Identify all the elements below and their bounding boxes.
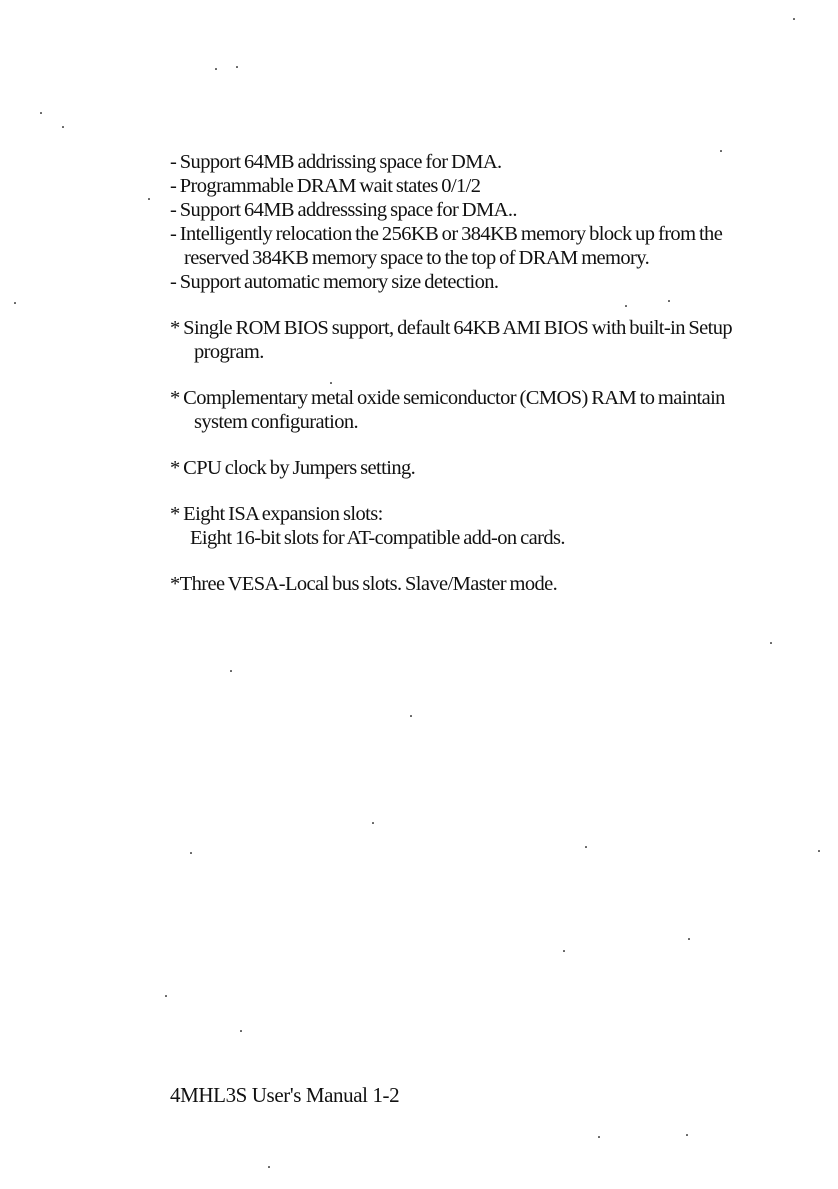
scan-speck [686, 1134, 688, 1136]
feature-line: *Three VESA-Local bus slots. Slave/Master mode. [170, 573, 558, 595]
scan-speck [14, 302, 16, 304]
scan-speck [190, 852, 192, 854]
scan-speck [330, 382, 332, 384]
feature-cpu-clock [170, 456, 810, 480]
feature-vesa-slots [170, 572, 810, 596]
scan-speck [688, 938, 690, 940]
scan-speck [770, 642, 772, 644]
dash-bullet-memory-relocation: - Intelligently relocation the 256KB or 384KB memory block up from the [170, 223, 723, 245]
feature-line: * Complementary metal oxide semiconductor (CMOS) RAM to maintain [170, 387, 725, 409]
scan-speck [585, 846, 587, 848]
dash-bullet-dma-addressing-2: - Support 64MB addresssing space for DMA.. [170, 199, 517, 221]
page-footer: 4MHL3S User's Manual 1-2 [170, 1083, 400, 1107]
dash-bullet-list [170, 150, 810, 294]
scan-speck [236, 66, 238, 68]
dash-bullet-memory-detection: - Support automatic memory size detection. [170, 271, 499, 293]
scan-speck [410, 715, 412, 717]
scan-speck [793, 18, 795, 20]
feature-line: * Single ROM BIOS support, default 64KB AMI BIOS with built-in Setup [170, 317, 733, 339]
scan-speck [62, 126, 64, 128]
scan-speck [372, 822, 374, 824]
dash-bullet-memory-relocation-cont: reserved 384KB memory space to the top of DRAM memory. [184, 247, 650, 269]
scan-speck [598, 1136, 600, 1138]
feature-line-cont: system configuration. [194, 411, 359, 433]
scan-speck [40, 112, 42, 114]
feature-rom-bios [170, 316, 810, 364]
scan-speck [148, 198, 150, 200]
scan-speck [625, 305, 627, 307]
scan-speck [230, 670, 232, 672]
dash-bullet-dma-addressing: - Support 64MB addrissing space for DMA. [170, 151, 502, 173]
dash-bullet-dram-wait-states: - Programmable DRAM wait states 0/1/2 [170, 175, 481, 197]
scan-speck [215, 68, 217, 70]
scan-speck [668, 300, 670, 302]
scan-speck [563, 950, 565, 952]
feature-isa-slots [170, 502, 810, 550]
scan-speck [240, 1030, 242, 1032]
scan-speck [818, 850, 820, 852]
page-body [170, 150, 810, 596]
feature-line-cont: Eight 16-bit slots for AT-compatible add-on cards. [190, 527, 565, 549]
scan-speck [720, 150, 722, 152]
feature-line: * CPU clock by Jumpers setting. [170, 457, 416, 479]
scan-speck [165, 995, 167, 997]
feature-line: * Eight ISA expansion slots: [170, 503, 383, 525]
scan-speck [268, 1166, 270, 1168]
feature-line-cont: program. [194, 341, 264, 363]
feature-cmos-ram [170, 386, 810, 434]
